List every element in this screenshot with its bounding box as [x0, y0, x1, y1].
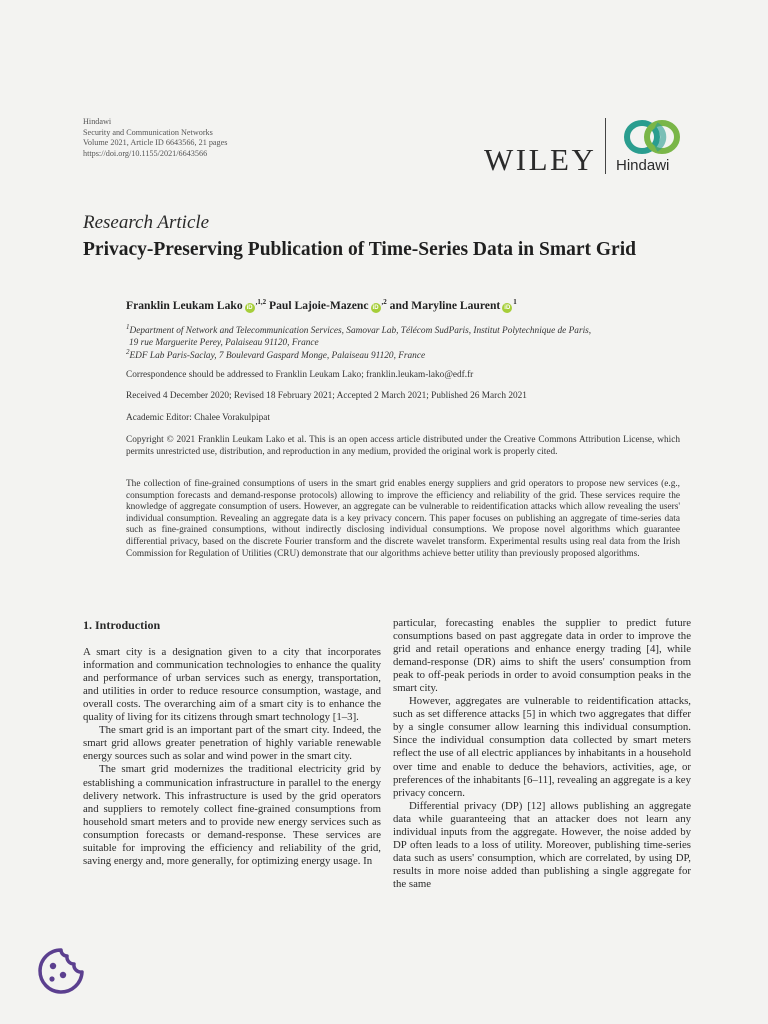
publication-dates: Received 4 December 2020; Revised 18 February 2021; Accepted 2 March 2021; Published 26 March 2021: [126, 391, 527, 401]
article-type: Research Article: [83, 212, 210, 233]
academic-editor: Academic Editor: Chalee Vorakulpipat: [126, 413, 270, 423]
left-column: [83, 619, 381, 868]
author-list: Franklin Leukam Lako $iD^{,1,2}$ Paul Lajoie-Mazenc $iD^{,2}$ and Maryline Laurent $iD^1$: [126, 298, 517, 312]
volume-info: Volume 2021, Article ID 6643566, 21 pages: [83, 138, 228, 147]
publisher-name: Hindawi: [83, 117, 112, 126]
wiley-logo: WILEY: [484, 142, 597, 177]
hindawi-logo-icon: [620, 117, 684, 157]
paragraph: The smart grid is an important part of the smart city. Indeed, the smart grid allows greater penetration of highly variable renewable energy sources such as solar and wind power in the smart city.: [83, 724, 381, 763]
correspondence: Correspondence should be addressed to Franklin Leukam Lako; franklin.leukam-lako@edf.fr: [126, 370, 474, 380]
author-name: Paul Lajoie-Mazenc: [269, 298, 369, 312]
author-name: Maryline Laurent: [411, 298, 501, 312]
author-affiliation-marks: 1: [513, 298, 517, 306]
doi-link[interactable]: https://doi.org/10.1155/2021/6643566: [83, 148, 208, 158]
orcid-icon[interactable]: iD: [504, 304, 511, 311]
section-heading: 1. Introduction: [83, 618, 161, 632]
logo-divider: [605, 118, 606, 174]
orcid-icon[interactable]: iD: [246, 304, 253, 311]
paragraph: The smart grid modernizes the traditional electricity grid by establishing a communication infrastructure in parallel to the energy delivery network. This infrastructure is used by the grid operators and suppliers to remotely collect fine-grained consumptions from household smart meters and to provide new energy services such as consumption forecasts or demand-response. These services are suitable for improving the efficiency and reliability of the grid, saving energy and, more generally, for optimizing energy usage. In: [83, 763, 381, 867]
abstract: The collection of fine-grained consumptions of users in the smart grid enables energy suppliers and grid operators to propose new services (e.g., consumption forecasts and demand-response protocols) allowing to improve the efficiency and reliability of the grid. These services require the knowledge of aggregate consumption of users. However, an aggregate can be vulnerable to reidentification attacks which allow revealing the users' individual consumption. Revealing an aggregate data is a key privacy concern. This paper focuses on publishing an aggregate of time-series data such as fine-grained consumptions, without indirectly disclosing individual consumptions. We propose novel algorithms which guarantee differential privacy, based on the discrete Fourier transform and the discrete wavelet transform. Experimental results using real data from the Irish Commission for Regulation of Utilities (CRU) demonstrate that our algorithms achieve better utility than previously proposed algorithms.: [126, 479, 680, 559]
affiliation-2: $^2$EDF Lab Paris-Saclay, 7 Boulevard Gaspard Monge, Palaiseau 91120, France: [126, 348, 426, 362]
orcid-icon[interactable]: iD: [372, 304, 379, 311]
hindawi-logo-text: Hindawi: [616, 157, 670, 174]
paragraph: Differential privacy (DP) [12] allows publishing an aggregate data while guaranteeing that an attacker does not learn any individual inputs from the aggregate. However, the noise added by DP often leads to a loss of utility. Moreover, publishing time-series data such as users' consumption, which are correlated, by using DP, results in more noise added than publishing a single aggregate for the same: [393, 799, 691, 890]
author-affiliation-marks: ,1,2: [255, 298, 267, 306]
author-affiliation-marks: ,2: [381, 298, 387, 306]
paragraph: A smart city is a designation given to a city that incorporates information and communication technologies to enhance the quality and performance of urban services such as energy, transportation, and utilities in order to reduce resource consumption, wastage, and overall costs. The overarching aim of a smart city is to enhance the quality of living for its citizens through smart technology [1–3].: [83, 646, 381, 724]
paragraph: However, aggregates are vulnerable to reidentification attacks, such as set difference attacks [5] in which two aggregates that differ by a single consumer allow learning this individual consumption. Since the individual consumption data collected by smart meters reflect the use of all electric appliances by inhabitants in a household over time and enable to deduce the behaviors, activities, age, or preferences of the inhabitants [6–11], revealing an aggregate is a key privacy concern.: [393, 695, 691, 799]
copyright-notice: Copyright © 2021 Franklin Leukam Lako et al. This is an open access article distributed under the Creative Commons Attribution License, which permits unrestricted use, distribution, and reproduction in any medium, provided the original work is properly cited.: [126, 435, 680, 457]
journal-header: [83, 117, 227, 159]
cookie-settings-icon[interactable]: [36, 946, 86, 996]
journal-name: Security and Communication Networks: [83, 127, 213, 137]
author-name: Franklin Leukam Lako: [126, 298, 243, 312]
paper-title: Privacy-Preserving Publication of Time-Series Data in Smart Grid: [83, 239, 636, 260]
right-column: [393, 617, 691, 891]
paragraph: particular, forecasting enables the supplier to predict future consumptions based on past aggregate data in order to improve the grid and retail operations and enhance energy trading [4], while demand-response (DR) aims to shift the users' consumption from peak to off-peak periods in order to avoid consumption peaks in the smart city.: [393, 617, 691, 695]
affiliation-1: $^1$Department of Network and Telecommunication Services, Samovar Lab, Télécom SudParis, Institut Polytechnique de Paris, 19 rue Marguerite Perey, Palaiseau 91120, France: [126, 323, 592, 348]
